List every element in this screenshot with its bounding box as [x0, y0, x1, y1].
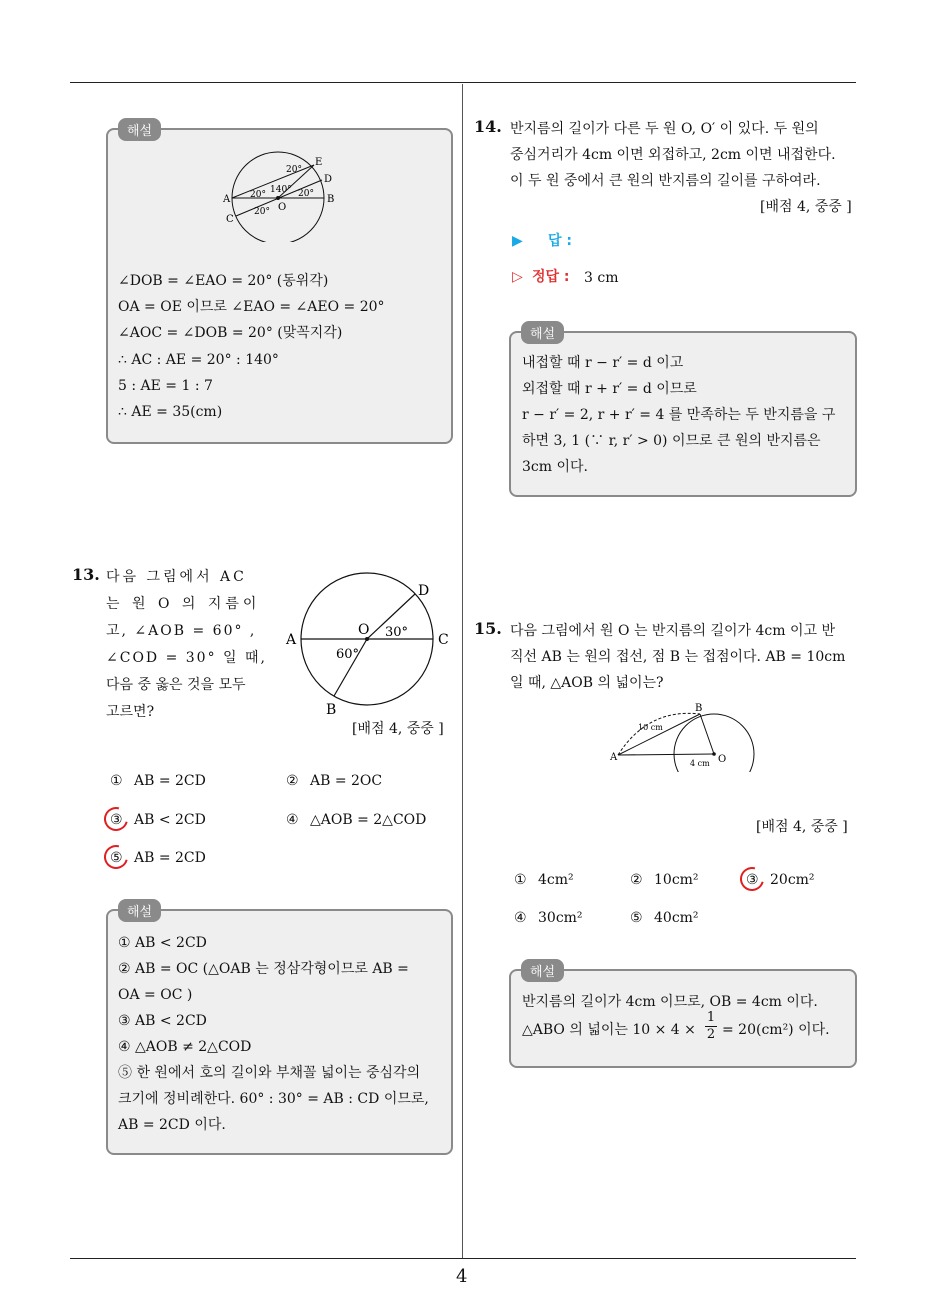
q13-text-3: 고, ∠AOB = 60° , — [106, 623, 257, 639]
label-b: B — [695, 703, 703, 714]
s15-line-2a: △ABO 의 넓이는 10 × 4 × — [522, 1022, 696, 1038]
s13-line-1: ① AB < 2CD — [118, 935, 207, 951]
s12-line-5: 5 : AE = 1 : 7 — [118, 378, 213, 394]
top-rule — [70, 82, 856, 83]
q15-opt5-mark[interactable]: ⑤ — [630, 910, 643, 926]
q15-text-1: 다음 그림에서 원 O 는 반지름의 길이가 4cm 이고 반 — [510, 623, 835, 639]
q13-text-1: 다음 그림에서 AC — [106, 569, 247, 585]
answer-arrow-icon: ▶ — [512, 233, 523, 249]
solution-tag-15: 해설 — [521, 959, 564, 982]
q13-opt1-text[interactable]: AB = 2CD — [134, 773, 206, 789]
q14-answer-label: 답 : — [548, 233, 572, 249]
center-dot — [712, 752, 716, 756]
q13-opt3-mark[interactable]: ③ — [110, 812, 123, 828]
label-20-right: 20° — [298, 189, 314, 199]
label-30: 30° — [385, 625, 409, 640]
q14-score: [배점 4, 중중 ] — [760, 199, 852, 215]
solution-tag-12: 해설 — [118, 118, 161, 141]
s13-line-4: ③ AB < 2CD — [118, 1013, 207, 1029]
s14-line-2: 외접할 때 r + r′ = d 이므로 — [522, 381, 697, 397]
circle — [674, 714, 754, 772]
label-e: E — [315, 157, 323, 168]
label-b: B — [327, 194, 335, 205]
q15-opt3-mark[interactable]: ③ — [746, 872, 759, 888]
s13-line-5: ④ △AOB ≠ 2△COD — [118, 1039, 252, 1055]
label-a: A — [610, 752, 618, 763]
fraction-half — [705, 1010, 717, 1043]
q13-text-4: ∠COD = 30° 일 때, — [106, 650, 267, 666]
q14-correct-label: 정답 : — [532, 269, 570, 285]
label-10cm: 10 cm — [638, 723, 663, 732]
solution-tag-14: 해설 — [521, 321, 564, 344]
figure-12 — [222, 150, 342, 242]
q13-opt4-text[interactable]: △AOB = 2△COD — [310, 812, 427, 828]
s12-line-2: OA = OE 이므로 ∠EAO = ∠AEO = 20° — [118, 299, 385, 315]
q15-opt4-text[interactable]: 30cm² — [538, 910, 583, 926]
label-o: O — [358, 622, 370, 638]
q13-opt4-mark[interactable]: ④ — [286, 812, 299, 828]
label-o: O — [718, 754, 727, 765]
segment-ao — [618, 754, 714, 755]
s13-line-2: ② AB = OC (△OAB 는 정삼각형이므로 AB = — [118, 961, 409, 977]
center-dot — [276, 196, 280, 200]
label-140: 140° — [270, 185, 292, 195]
q14-correct-value: 3 cm — [584, 270, 619, 286]
solution-tag-13: 해설 — [118, 899, 161, 922]
s12-line-3: ∠AOC = ∠DOB = 20° (맞꼭지각) — [118, 325, 343, 341]
q13-text-6: 고르면? — [106, 704, 155, 720]
q13-opt1-mark[interactable]: ① — [110, 773, 123, 789]
label-d: D — [324, 174, 333, 185]
q13-text-5: 다음 중 옳은 것을 모두 — [106, 677, 246, 693]
s14-line-1: 내접할 때 r − r′ = d 이고 — [522, 355, 684, 371]
q13-opt2-mark[interactable]: ② — [286, 773, 299, 789]
q15-opt5-text[interactable]: 40cm² — [654, 910, 699, 926]
q13-opt3-text[interactable]: AB < 2CD — [134, 812, 206, 828]
figure-13 — [282, 572, 452, 722]
q15-number: 15. — [474, 619, 502, 638]
label-c: C — [438, 632, 449, 648]
s14-line-3: r − r′ = 2, r + r′ = 4 를 만족하는 두 반지름을 구 — [522, 407, 836, 423]
label-b: B — [326, 702, 337, 718]
q13-text-2: 는 원 O 의 지름이 — [106, 596, 261, 612]
label-d: D — [418, 583, 430, 599]
s12-line-6: ∴ AE = 35(cm) — [118, 404, 223, 420]
q15-text-2: 직선 AB 는 원의 접선, 점 B 는 접점이다. AB = 10cm — [510, 649, 846, 665]
tangent-ab — [618, 714, 700, 755]
correct-arrow-icon: ▷ — [512, 269, 523, 285]
q15-score: [배점 4, 중중 ] — [756, 819, 848, 835]
label-4cm: 4 cm — [690, 759, 710, 768]
q13-opt5-text[interactable]: AB = 2CD — [134, 850, 206, 866]
label-20-left: 20° — [250, 190, 266, 200]
s15-line-2b: = 20(cm²) 이다. — [722, 1022, 830, 1038]
solution-box-15 — [509, 969, 857, 1068]
label-c: C — [226, 214, 234, 225]
q14-text-3: 이 두 원 중에서 큰 원의 반지름의 길이를 구하여라. — [510, 173, 821, 189]
s13-line-6: ⑤ 한 원에서 호의 길이와 부채꼴 넓이는 중심각의 — [118, 1065, 421, 1081]
s12-line-4: ∴ AC : AE = 20° : 140° — [118, 352, 279, 368]
q14-text-2: 중심거리가 4cm 이면 외접하고, 2cm 이면 내접한다. — [510, 147, 836, 163]
q13-opt5-mark[interactable]: ⑤ — [110, 850, 123, 866]
q15-opt2-text[interactable]: 10cm² — [654, 872, 699, 888]
figure-15 — [608, 700, 758, 772]
label-20-bottom: 20° — [254, 207, 270, 217]
q15-text-3: 일 때, △AOB 의 넓이는? — [510, 675, 664, 691]
s12-line-1: ∠DOB = ∠EAO = 20° (동위각) — [118, 273, 329, 289]
q15-opt2-mark[interactable]: ② — [630, 872, 643, 888]
s13-line-3: OA = OC ) — [118, 987, 193, 1003]
s15-line-1: 반지름의 길이가 4cm 이므로, OB = 4cm 이다. — [522, 994, 818, 1010]
page-number: 4 — [456, 1266, 468, 1287]
selection-mark-q13-5 — [100, 841, 133, 874]
label-20-top: 20° — [286, 165, 302, 175]
q14-text-1: 반지름의 길이가 다른 두 원 O, O′ 이 있다. 두 원의 — [510, 121, 819, 137]
fraction-denominator: 2 — [706, 1027, 716, 1042]
radius-ob — [700, 714, 714, 754]
q15-opt4-mark[interactable]: ④ — [514, 910, 527, 926]
fraction-numerator: 1 — [706, 1010, 716, 1025]
label-a: A — [223, 194, 231, 205]
s14-line-5: 3cm 이다. — [522, 459, 588, 475]
s13-line-7: 크기에 정비례한다. 60° : 30° = AB : CD 이므로, — [118, 1091, 429, 1107]
label-a: A — [286, 632, 297, 648]
q15-opt3-text[interactable]: 20cm² — [770, 872, 815, 888]
label-60: 60° — [336, 647, 360, 662]
column-divider — [462, 84, 463, 1258]
q15-opt1-mark[interactable]: ① — [514, 872, 527, 888]
s14-line-4: 하면 3, 1 (∵ r, r′ > 0) 이므로 큰 원의 반지름은 — [522, 433, 821, 449]
q14-number: 14. — [474, 117, 502, 136]
label-o: O — [278, 202, 287, 213]
q13-number: 13. — [72, 565, 100, 584]
selection-mark-q13-3 — [100, 803, 133, 836]
q15-opt1-text[interactable]: 4cm² — [538, 872, 574, 888]
s13-line-8: AB = 2CD 이다. — [118, 1117, 226, 1133]
q13-opt2-text[interactable]: AB = 2OC — [310, 773, 383, 789]
selection-mark-q15-3 — [736, 863, 769, 896]
bottom-rule — [70, 1258, 856, 1259]
q13-score: [배점 4, 중중 ] — [352, 721, 444, 737]
